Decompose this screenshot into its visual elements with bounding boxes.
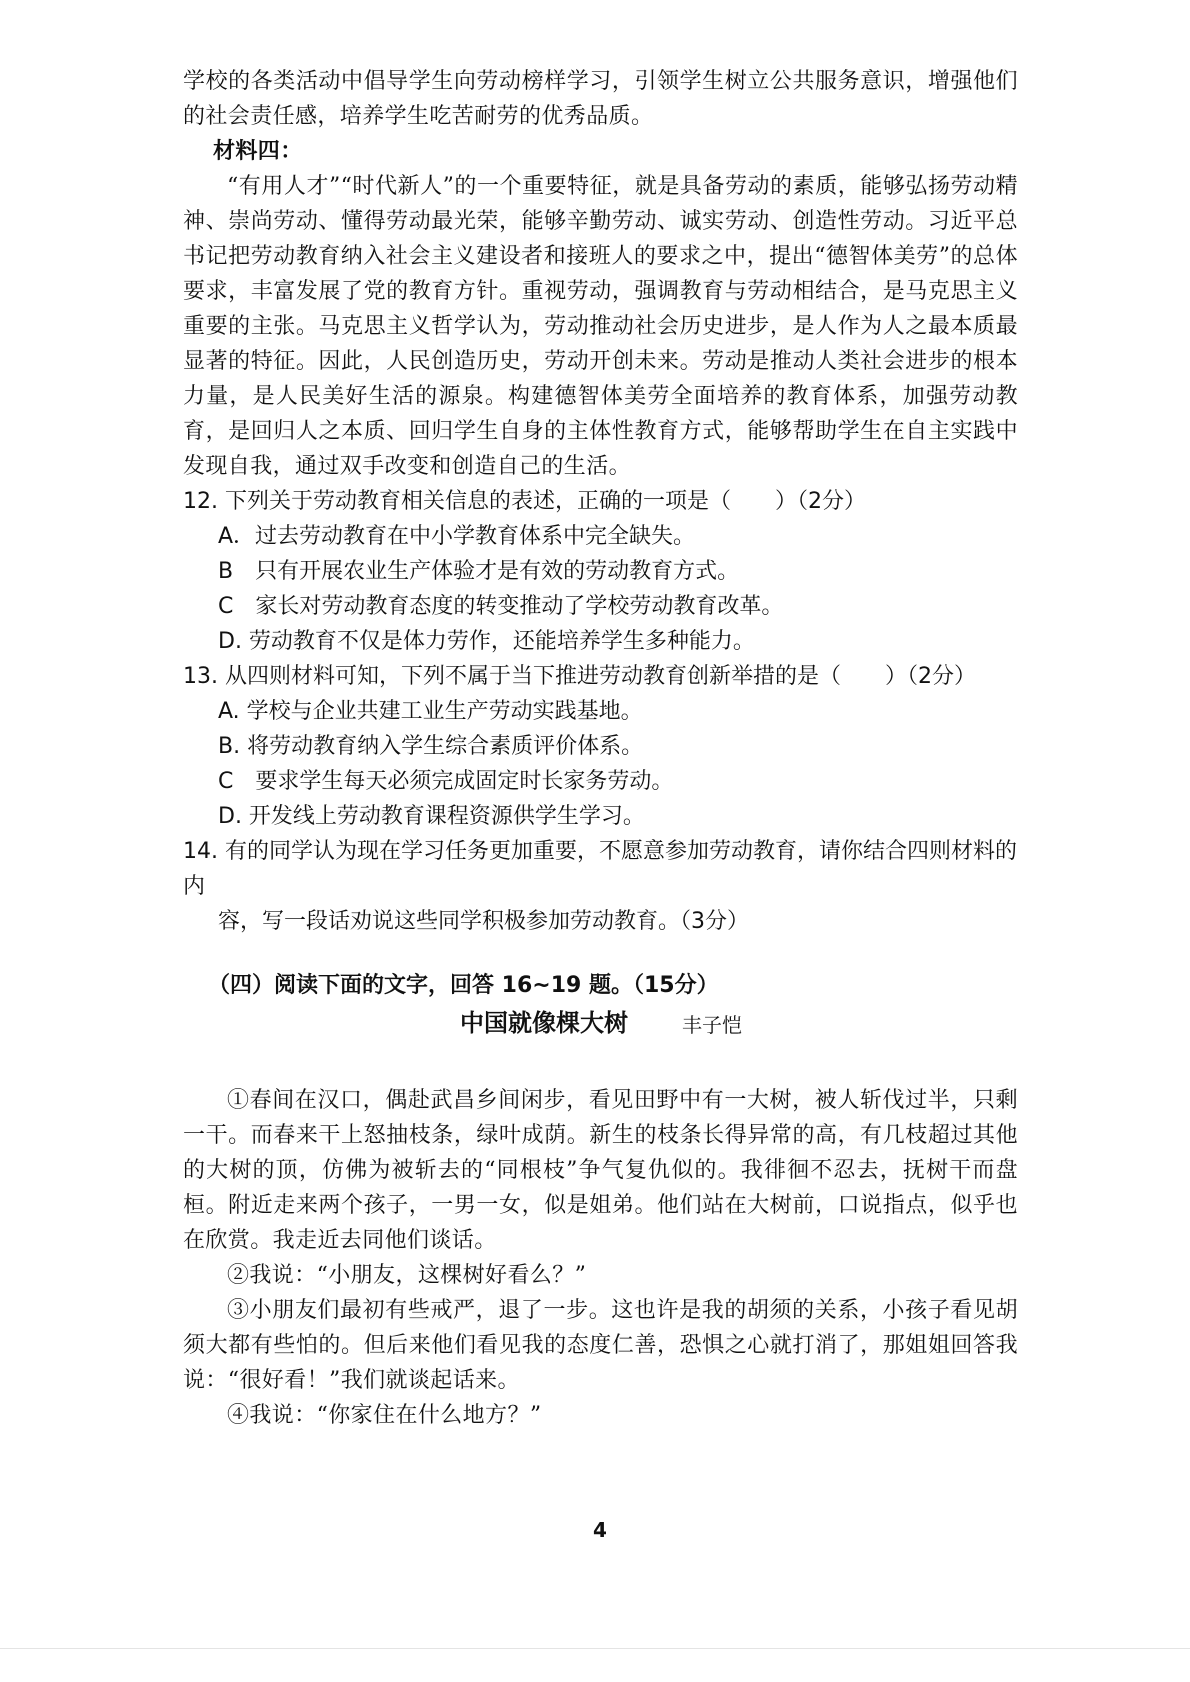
option-d: D. 开发线上劳动教育课程资源供学生学习。 [218,804,645,829]
question-12 [183,484,1023,659]
question-stem: 14. 有的同学认为现在学习任务更加重要，不愿意参加劳动教育，请你结合四则材料的内 [183,839,1017,899]
question-stem-continuation: 容，写一段话劝说这些同学积极参加劳动教育。（3分） [218,909,749,934]
page-number: 4 [593,1518,607,1542]
question-stem: 12. 下列关于劳动教育相关信息的表述，正确的一项是（ ）（2分） [183,489,866,514]
question-13 [183,659,1023,834]
option-b: B 只有开展农业生产体验才是有效的劳动教育方式。 [218,559,740,584]
scan-edge-divider [0,1648,1190,1649]
article-paragraph: ①春间在汉口，偶赴武昌乡间闲步，看见田野中有一大树，被人斩伐过半，只剩一干。而春来干上怒抽枝条，绿叶成荫。新生的枝条长得异常的高，有几枝超过其他的大树的顶，仿佛为被斩去的“同根枝”争气复仇似的。我徘徊不忍去，抚树干而盘桓。附近走来两个孩子，一男一女，似是姐弟。他们站在大树前，口说指点，似乎也在欣赏。我走近去同他们谈话。 [183,1088,1018,1253]
option-d: D. 劳动教育不仅是体力劳作，还能培养学生多种能力。 [218,629,755,654]
section-heading: （四）阅读下面的文字，回答 16~19 题。（15分） [208,973,719,998]
material-four-heading: 材料四： [213,138,303,164]
option-c: C 要求学生每天必须完成固定时长家务劳动。 [218,769,674,794]
option-c: C 家长对劳动教育态度的转变推动了学校劳动教育改革。 [218,594,784,619]
option-a: A．过去劳动教育在中小学教育体系中完全缺失。 [218,524,696,549]
paragraph: 学校的各类活动中倡导学生向劳动榜样学习，引领学生树立公共服务意识，增强他们的社会责任感，培养学生吃苦耐劳的优秀品质。 [183,69,1018,129]
option-b: B. 将劳动教育纳入学生综合素质评价体系。 [218,734,644,759]
article-paragraph: ④我说：“你家住在什么地方？” [227,1403,542,1428]
option-a: A. 学校与企业共建工业生产劳动实践基地。 [218,699,643,724]
material-four-text: “有用人才”“时代新人”的一个重要特征，就是具备劳动的素质，能够弘扬劳动精神、崇尚劳动、懂得劳动最光荣，能够辛勤劳动、诚实劳动、创造性劳动。习近平总书记把劳动教育纳入社会主义建设者和接班人的要求之中，提出“德智体美劳”的总体要求，丰富发展了党的教育方针。重视劳动，强调教育与劳动相结合，是马克思主义重要的主张。马克思主义哲学认为，劳动推动社会历史进步，是人作为人之最本质最显著的特征。因此，人民创造历史，劳动开创未来。劳动是推动人类社会进步的根本力量，是人民美好生活的源泉。构建德智体美劳全面培养的教育体系，加强劳动教育，是回归人之本质、回归学生自身的主体性教育方式，能够帮助学生在自主实践中发现自我，通过双手改变和创造自己的生活。 [183,174,1018,479]
article-author: 丰子恺 [682,1013,742,1037]
article-paragraph: ③小朋友们最初有些戒严，退了一步。这也许是我的胡须的关系，小孩子看见胡须大都有些怕的。但后来他们看见我的态度仁善，恐惧之心就打消了，那姐姐回答我说：“很好看！”我们就谈起话来。 [183,1298,1018,1393]
question-stem: 13. 从四则材料可知，下列不属于当下推进劳动教育创新举措的是（ ）（2分） [183,664,976,689]
article-paragraph: ②我说：“小朋友，这棵树好看么？” [227,1263,587,1288]
material-four [183,134,1018,484]
article-body [183,1083,1018,1433]
article-title-row [460,1003,790,1043]
material-three-tail [183,64,1018,134]
article-title: 中国就像棵大树 [460,1009,628,1037]
question-14 [183,834,1023,939]
